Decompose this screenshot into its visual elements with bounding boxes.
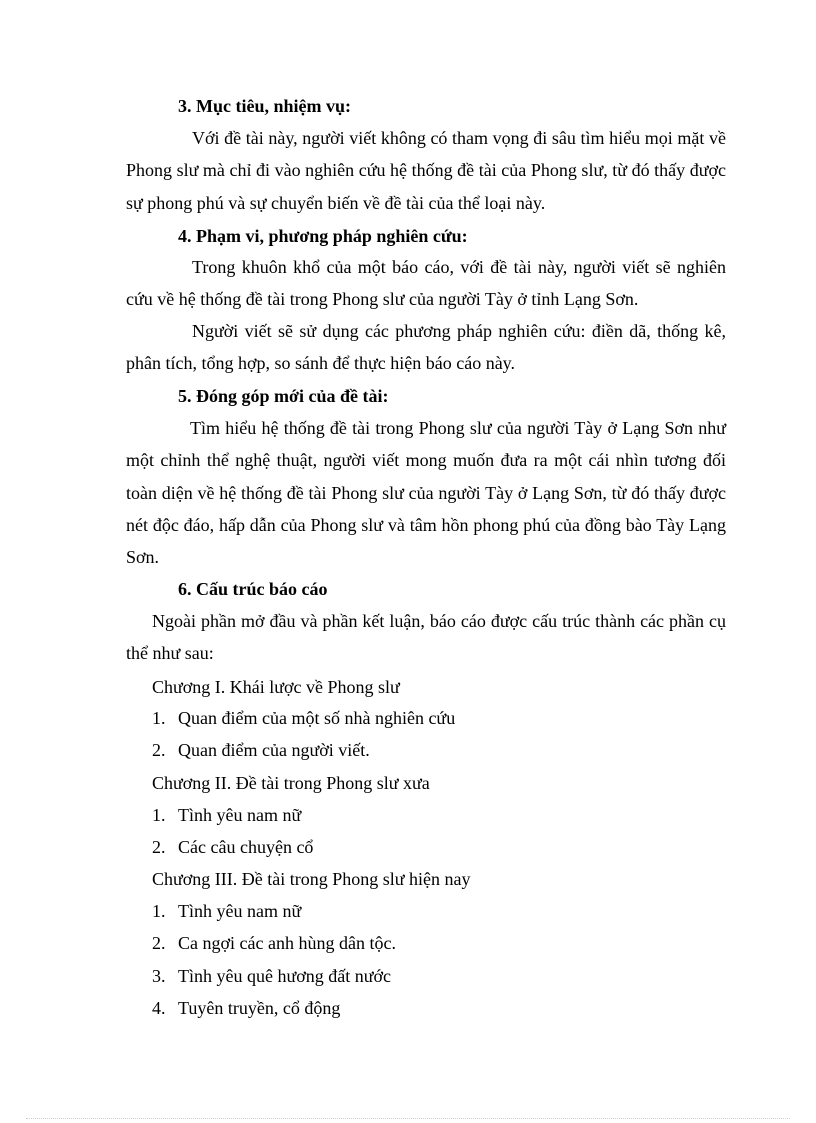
- section-6-intro-text: Ngoài phần mở đầu và phần kết luận, báo cáo được cấu trúc thành các phần cụ thể như sau:: [126, 611, 726, 664]
- chapter-1-item-2: [152, 741, 370, 759]
- chapter-3-item-3: [152, 967, 391, 985]
- section-3-paragraph: [126, 122, 726, 219]
- list-number: 2.: [152, 933, 166, 953]
- chapter-3-title: Chương III. Đề tài trong Phong slư hiện nay: [152, 869, 471, 889]
- list-number: 4.: [152, 998, 166, 1018]
- list-item-text: Quan điểm của người viết.: [178, 740, 370, 760]
- section-5-heading: 5. Đóng góp mới của đề tài:: [178, 386, 389, 406]
- list-item-text: Tình yêu quê hương đất nước: [178, 966, 392, 986]
- page-bottom-divider: [26, 1118, 790, 1119]
- section-4-paragraph-1: [126, 251, 726, 316]
- section-5-paragraph-text: Tìm hiểu hệ thống đề tài trong Phong slư của người Tày ở Lạng Sơn như một chỉnh thể nghệ thuật, người viết mong muốn đưa ra một cái nhìn tương đối toàn diện về hệ thống đề tài Phong slư của người Tày ở Lạng Sơn, từ đó thấy được nét độc đáo, hấp dẫn của Phong slư và tâm hồn phong phú của đồng bào Tày Lạng Sơn.: [126, 418, 726, 568]
- list-item-text: Tình yêu nam nữ: [178, 805, 302, 825]
- section-4-paragraph-2-text: Người viết sẽ sử dụng các phương pháp nghiên cứu: điền dã, thống kê, phân tích, tổng hợp, so sánh để thực hiện báo cáo này.: [126, 321, 726, 374]
- list-item-text: Tuyên truyền, cổ động: [178, 998, 341, 1018]
- list-number: 3.: [152, 966, 166, 986]
- chapter-3-item-1: [152, 902, 301, 920]
- chapter-1-title: Chương I. Khái lược về Phong slư: [152, 677, 400, 697]
- section-6-heading: 6. Cấu trúc báo cáo: [178, 579, 328, 599]
- list-item-text: Ca ngợi các anh hùng dân tộc.: [178, 933, 396, 953]
- section-4-paragraph-1-text: Trong khuôn khổ của một báo cáo, với đề tài này, người viết sẽ nghiên cứu về hệ thống đề tài trong Phong slư của người Tày ở tỉnh Lạng Sơn.: [126, 257, 726, 310]
- section-4-heading: 4. Phạm vi, phương pháp nghiên cứu:: [178, 226, 468, 246]
- list-item-text: Tình yêu nam nữ: [178, 901, 302, 921]
- chapter-2-item-1: [152, 806, 301, 824]
- list-number: 1.: [152, 708, 166, 728]
- list-number: 1.: [152, 805, 166, 825]
- chapter-2-item-2: [152, 838, 313, 856]
- chapter-2-title: Chương II. Đề tài trong Phong slư xưa: [152, 773, 430, 793]
- list-number: 1.: [152, 901, 166, 921]
- section-6-intro: [126, 605, 726, 670]
- section-3-heading: 3. Mục tiêu, nhiệm vụ:: [178, 96, 351, 116]
- section-5-paragraph: [126, 412, 726, 573]
- chapter-3-item-4: [152, 999, 340, 1017]
- chapter-3-item-2: [152, 934, 396, 952]
- section-3-paragraph-text: Với đề tài này, người viết không có tham vọng đi sâu tìm hiểu mọi mặt về Phong slư mà chỉ đi vào nghiên cứu hệ thống đề tài của Phong slư, từ đó thấy được sự phong phú và sự chuyển biến về đề tài của thể loại này.: [126, 128, 726, 213]
- list-item-text: Các câu chuyện cổ: [178, 837, 314, 857]
- list-number: 2.: [152, 837, 166, 857]
- chapter-1-item-1: [152, 709, 455, 727]
- section-4-paragraph-2: [126, 315, 726, 380]
- list-number: 2.: [152, 740, 166, 760]
- list-item-text: Quan điểm của một số nhà nghiên cứu: [178, 708, 456, 728]
